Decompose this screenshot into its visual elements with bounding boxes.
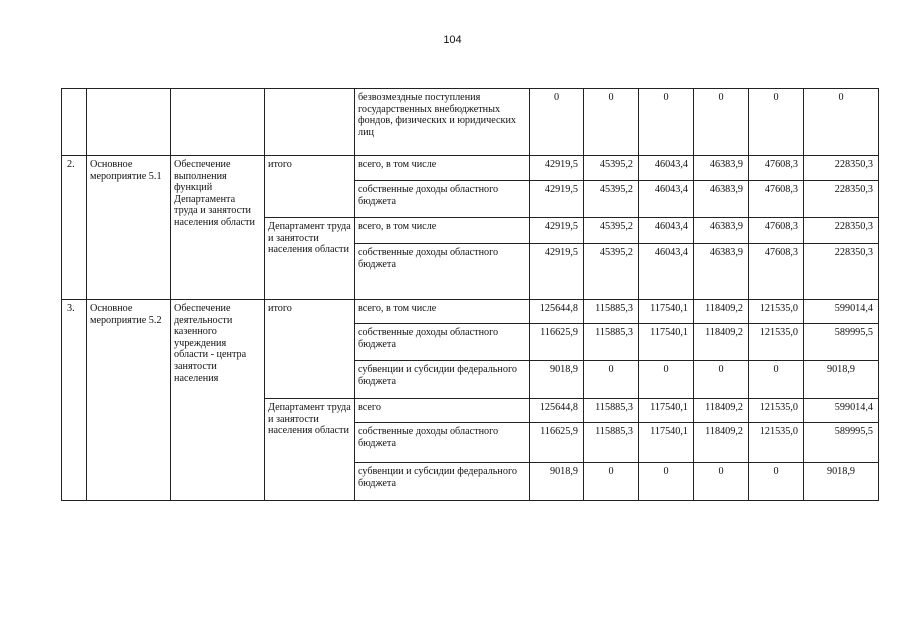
value-cell: 42919,5 (530, 181, 584, 218)
value-cell: 115885,3 (584, 324, 639, 361)
value-cell: 0 (694, 89, 749, 156)
value-cell: 121535,0 (749, 324, 804, 361)
value-cell: 118409,2 (694, 399, 749, 423)
table-row (62, 156, 879, 181)
value-cell: 115885,3 (584, 399, 639, 423)
index-cell: 2. (62, 156, 87, 300)
value-cell: 117540,1 (639, 300, 694, 324)
executor-cell (265, 89, 355, 156)
value-cell: 117540,1 (639, 324, 694, 361)
value-cell: 9018,9 (804, 463, 879, 501)
value-cell: 125644,8 (530, 399, 584, 423)
value-cell: 228350,3 (804, 156, 879, 181)
page-number: 104 (443, 34, 462, 46)
name-cell: Обеспечение выполнения функций Департамента труда и занятости населения области (171, 156, 265, 300)
type-cell (87, 89, 171, 156)
value-cell: 0 (749, 361, 804, 399)
value-cell: 9018,9 (530, 463, 584, 501)
value-cell: 46383,9 (694, 244, 749, 300)
value-cell: 46383,9 (694, 156, 749, 181)
value-cell: 0 (694, 361, 749, 399)
source-cell: собственные доходы областного бюджета (355, 181, 530, 218)
value-cell: 599014,4 (804, 300, 879, 324)
value-cell: 42919,5 (530, 156, 584, 181)
type-cell: Основное мероприятие 5.2 (87, 300, 171, 501)
value-cell: 46043,4 (639, 156, 694, 181)
value-cell: 47608,3 (749, 181, 804, 218)
value-cell: 0 (639, 361, 694, 399)
source-cell: всего, в том числе (355, 300, 530, 324)
value-cell: 47608,3 (749, 156, 804, 181)
value-cell: 9018,9 (804, 361, 879, 399)
value-cell: 0 (584, 361, 639, 399)
value-cell: 589995,5 (804, 423, 879, 463)
type-cell: Основное мероприятие 5.1 (87, 156, 171, 300)
value-cell: 228350,3 (804, 181, 879, 218)
source-cell: собственные доходы областного бюджета (355, 244, 530, 300)
value-cell: 0 (584, 463, 639, 501)
value-cell: 0 (639, 89, 694, 156)
value-cell: 46383,9 (694, 181, 749, 218)
value-cell: 46383,9 (694, 218, 749, 244)
name-cell: Обеспечение деятельности казенного учреждения области - центра занятости населения (171, 300, 265, 501)
table-row (62, 89, 879, 156)
executor-cell: Департамент труда и занятости населения области (265, 399, 355, 501)
value-cell: 228350,3 (804, 244, 879, 300)
value-cell: 115885,3 (584, 300, 639, 324)
index-cell (62, 89, 87, 156)
value-cell: 42919,5 (530, 244, 584, 300)
value-cell: 45395,2 (584, 181, 639, 218)
executor-cell: итого (265, 300, 355, 399)
value-cell: 121535,0 (749, 300, 804, 324)
source-cell: всего, в том числе (355, 156, 530, 181)
source-cell: субвенции и субсидии федерального бюджета (355, 463, 530, 501)
value-cell: 117540,1 (639, 399, 694, 423)
value-cell: 0 (749, 463, 804, 501)
value-cell: 46043,4 (639, 218, 694, 244)
value-cell: 45395,2 (584, 244, 639, 300)
value-cell: 0 (584, 89, 639, 156)
value-cell: 0 (694, 463, 749, 501)
value-cell: 125644,8 (530, 300, 584, 324)
value-cell: 0 (749, 89, 804, 156)
value-cell: 116625,9 (530, 423, 584, 463)
value-cell: 0 (804, 89, 879, 156)
value-cell: 589995,5 (804, 324, 879, 361)
budget-table (61, 88, 879, 501)
value-cell: 117540,1 (639, 423, 694, 463)
value-cell: 9018,9 (530, 361, 584, 399)
value-cell: 0 (530, 89, 584, 156)
value-cell: 42919,5 (530, 218, 584, 244)
table-row (62, 300, 879, 324)
value-cell: 45395,2 (584, 156, 639, 181)
executor-cell: Департамент труда и занятости населения области (265, 218, 355, 300)
value-cell: 46043,4 (639, 244, 694, 300)
value-cell: 47608,3 (749, 244, 804, 300)
value-cell: 599014,4 (804, 399, 879, 423)
source-cell: всего, в том числе (355, 218, 530, 244)
executor-cell: итого (265, 156, 355, 218)
source-cell: безвозмездные поступления государственных внебюджетных фондов, физических и юридических лиц (355, 89, 530, 156)
value-cell: 116625,9 (530, 324, 584, 361)
value-cell: 0 (639, 463, 694, 501)
source-cell: собственные доходы областного бюджета (355, 324, 530, 361)
value-cell: 121535,0 (749, 399, 804, 423)
source-cell: субвенции и субсидии федерального бюджета (355, 361, 530, 399)
value-cell: 118409,2 (694, 423, 749, 463)
source-cell: собственные доходы областного бюджета (355, 423, 530, 463)
value-cell: 121535,0 (749, 423, 804, 463)
value-cell: 228350,3 (804, 218, 879, 244)
value-cell: 46043,4 (639, 181, 694, 218)
value-cell: 45395,2 (584, 218, 639, 244)
name-cell (171, 89, 265, 156)
value-cell: 118409,2 (694, 300, 749, 324)
value-cell: 118409,2 (694, 324, 749, 361)
value-cell: 115885,3 (584, 423, 639, 463)
index-cell: 3. (62, 300, 87, 501)
source-cell: всего (355, 399, 530, 423)
value-cell: 47608,3 (749, 218, 804, 244)
